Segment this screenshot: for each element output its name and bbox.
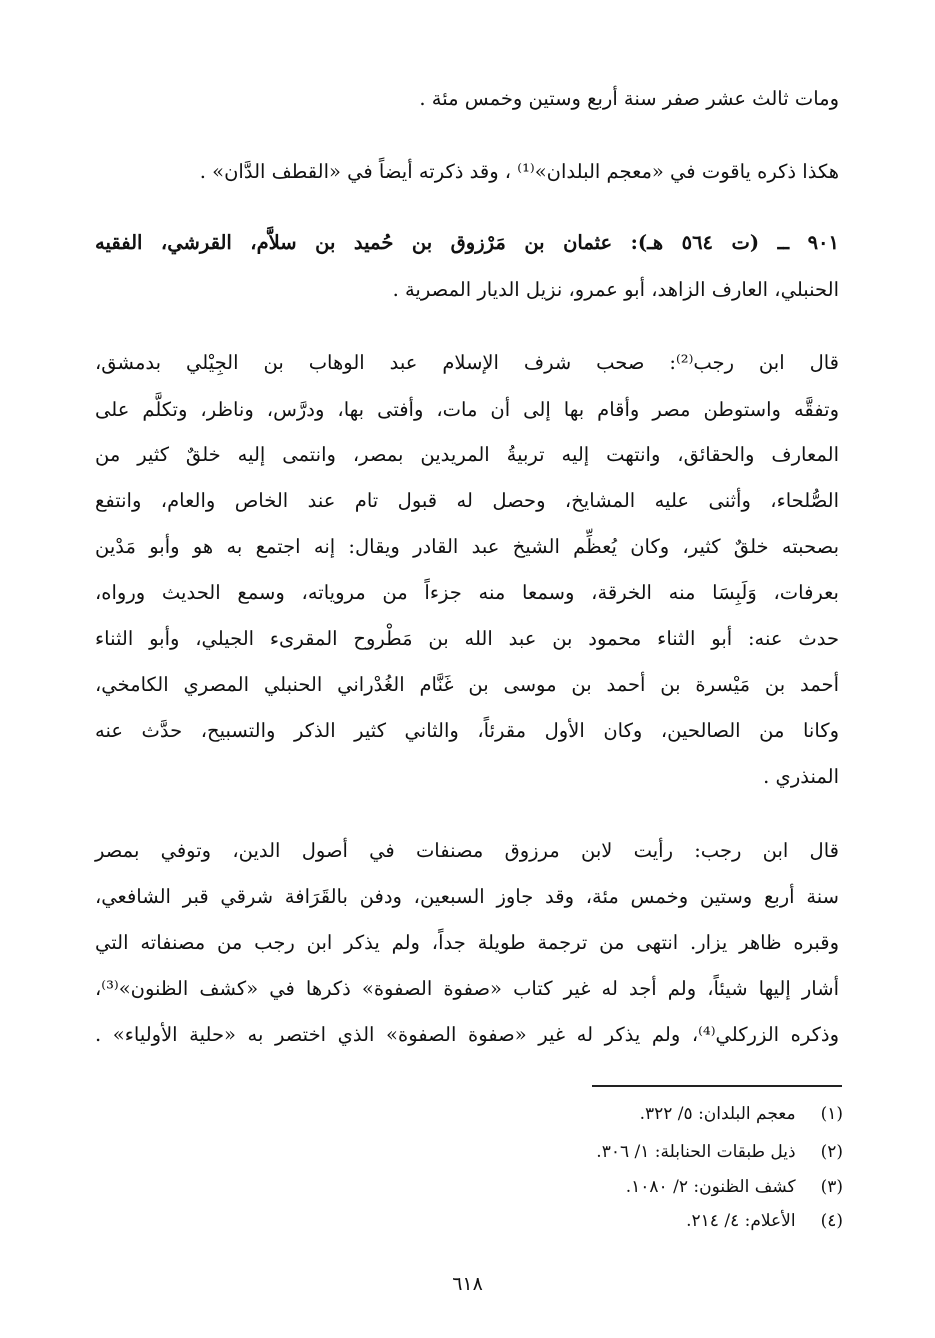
- text-line: بعرفات، وَلَبِسَا منه الخرقة، وسمعا منه جزءاً من مروياته، وسمع الحديث ورواه،: [95, 581, 839, 604]
- text-line: بصحبته خلقٌ كثير، وكان يُعظِّم الشيخ عبد القادر ويقال: إنه اجتمع به هو وأبو مَدْين: [95, 535, 839, 558]
- text-line: هكذا ذكره ياقوت في «معجم البلدان»⁽¹⁾ ، وقد ذكرته أيضاً في «القطف الدَّان» .: [199, 160, 839, 183]
- footnote-text: كشف الظنون: ٢/ ١٠٨٠.: [625, 1177, 796, 1197]
- text-line: سنة أربع وستين وخمس مئة، وقد جاوز السبعين، ودفن بالقَرَافة شرقي قبر الشافعي،: [95, 885, 839, 908]
- footnote-number: (٤): [820, 1211, 843, 1231]
- footnote: [686, 1210, 843, 1232]
- text-line: ومات ثالث عشر صفر سنة أربع وستين وخمس مئة .: [419, 87, 839, 110]
- text-line: وتفقَّه واستوطن مصر وأقام بها إلى أن مات، وأفتى بها، ودرَّس، وناظر، وتكلَّم على: [95, 398, 839, 421]
- text-line: وكانا من الصالحين، وكان الأول مقرئاً، والثاني كثير الذكر والتسبيح، حدَّث عنه: [95, 719, 839, 742]
- footnote-number: (٣): [820, 1177, 843, 1197]
- footnote-text: معجم البلدان: ٥/ ٣٢٢.: [639, 1104, 796, 1124]
- text-line: الصُّلحاء، وأثنى عليه المشايخ، وحصل له قبول تام عند الخاص والعام، وانتفع: [95, 489, 839, 512]
- footnote-number: (١): [820, 1104, 843, 1124]
- text-line: قال ابن رجب: رأيت لابن مرزوق مصنفات في أصول الدين، وتوفي بمصر: [95, 839, 839, 862]
- text-line: وذكره الزركلي⁽⁴⁾، ولم يذكر له غير «صفوة الصفوة» الذي اختصر به «حلية الأولياء» .: [95, 1023, 840, 1046]
- text-line: المعارف والحقائق، وانتهت إليه تربيةُ المريدين بمصر، وانتمى إليه خلقٌ كثير من: [95, 443, 839, 466]
- footnote-number: (٢): [820, 1142, 843, 1162]
- text-line: المنذري .: [763, 765, 839, 788]
- text-line: قال ابن رجب⁽²⁾: صحب شرف الإسلام عبد الوهاب بن الجِيْلي بدمشق،: [95, 351, 839, 374]
- text-line: وقبره ظاهر يزار. انتهى من ترجمة طويلة جداً، ولم يذكر ابن رجب من مصنفاته التي: [95, 931, 839, 954]
- footnote: [640, 1103, 843, 1125]
- text-line: الحنبلي، العارف الزاهد، أبو عمرو، نزيل الديار المصرية .: [392, 278, 839, 301]
- footnote: [626, 1176, 843, 1198]
- footnote: [596, 1141, 843, 1163]
- text-line: أحمد بن مَيْسرة بن أحمد بن موسى بن غَنَّام الغُدْراني الحنبلي المصري الكامخي،: [95, 673, 839, 696]
- text-line: أشار إليها شيئاً، ولم أجد له غير كتاب «صفوة الصفوة» ذكرها في «كشف الظنون»⁽³⁾،: [95, 977, 839, 1000]
- footnote-text: الأعلام: ٤/ ٢١٤.: [686, 1211, 796, 1231]
- text-line: حدث عنه: أبو الثناء محمود بن عبد الله بن مَطْروح المقرىء الجيلي، وأبو الثناء: [95, 627, 839, 650]
- entry-heading-line: ٩٠١ ــ (ت ٥٦٤ هـ): عثمان بن مَرْزوق بن حُميد بن سلاَّم، القرشي، الفقيه: [95, 231, 839, 254]
- footnote-text: ذيل طبقات الحنابلة: ١/ ٣٠٦.: [596, 1142, 796, 1162]
- page-number: ٦١٨: [452, 1273, 483, 1295]
- footnote-separator: [592, 1085, 842, 1087]
